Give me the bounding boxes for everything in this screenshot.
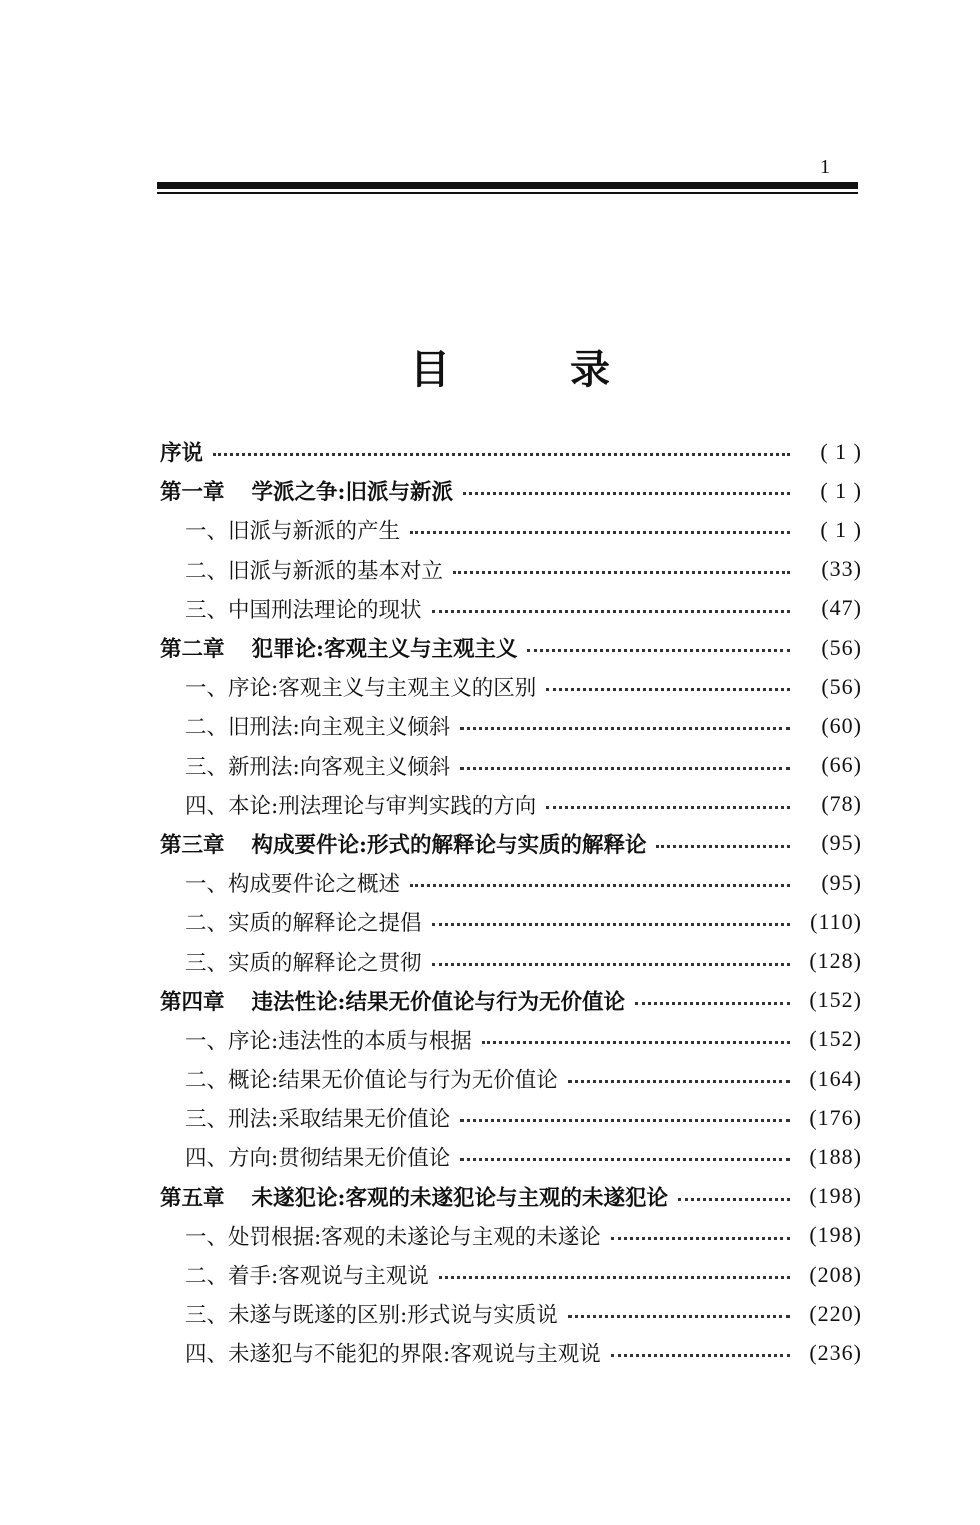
- toc-page-number: (56): [821, 634, 862, 660]
- toc-page-number: (198): [809, 1183, 862, 1209]
- toc-dot-leader: [678, 1198, 790, 1201]
- toc-entry-title: [160, 1181, 668, 1212]
- toc-dot-leader: [439, 1276, 790, 1279]
- toc-chapter-number: 第四章: [160, 989, 225, 1015]
- toc-page-number: (110): [810, 908, 862, 934]
- toc-page-number: (152): [809, 1026, 862, 1052]
- toc-section-entry[interactable]: [160, 510, 862, 549]
- toc-entry-text: 三、刑法:采取结果无价值论: [185, 1107, 451, 1133]
- toc-entry-text: 一、序论:违法性的本质与根据: [185, 1028, 472, 1054]
- toc-entry-title: [160, 828, 646, 859]
- toc-page-number: ( 1 ): [820, 477, 862, 503]
- toc-dot-leader: [482, 1041, 790, 1044]
- toc-section-entry[interactable]: [160, 1294, 862, 1333]
- header-rule-thick: [157, 182, 858, 189]
- toc-section-entry[interactable]: [160, 550, 862, 589]
- toc-entry-text: 学派之争:旧派与新派: [251, 480, 453, 506]
- toc-entry-title: [185, 946, 422, 977]
- toc-page-number: (188): [809, 1143, 862, 1169]
- toc-entry-title: [185, 554, 443, 585]
- toc-page-number: (164): [809, 1065, 862, 1091]
- toc-page-number: ( 1 ): [820, 438, 862, 464]
- toc-page-number: (95): [821, 830, 862, 856]
- toc-page-number: (60): [821, 712, 862, 738]
- toc-entry-text: 犯罪论:客观主义与主观主义: [251, 637, 518, 663]
- toc-dot-leader: [410, 884, 790, 887]
- toc-entry-text: 二、旧刑法:向主观主义倾斜: [185, 715, 451, 741]
- toc-entry-title: [185, 514, 400, 545]
- toc-section-entry[interactable]: [160, 785, 862, 824]
- toc-chapter-entry[interactable]: [160, 628, 862, 667]
- toc-page-number: (208): [809, 1261, 862, 1287]
- toc-section-entry[interactable]: [160, 746, 862, 785]
- toc-entry-text: 一、构成要件论之概述: [185, 872, 401, 898]
- toc-page-number: ( 1 ): [820, 516, 862, 542]
- toc-chapter-number: 第二章: [160, 637, 225, 663]
- toc-page-number: (152): [809, 987, 862, 1013]
- toc-entry-title: [185, 1063, 558, 1094]
- toc-entry-text: 违法性论:结果无价值论与行为无价值论: [251, 989, 625, 1015]
- toc-entry-text: 三、中国刑法理论的现状: [185, 597, 422, 623]
- toc-section-entry[interactable]: [160, 1020, 862, 1059]
- toc-dot-leader: [611, 1237, 790, 1240]
- toc-entry-text: 三、未遂与既遂的区别:形式说与实质说: [185, 1303, 558, 1329]
- toc-page-number: (176): [809, 1104, 862, 1130]
- toc-entry-title: [185, 1220, 601, 1251]
- toc-page-number: (47): [821, 595, 862, 621]
- toc-entry-title: [160, 475, 453, 506]
- toc-section-entry[interactable]: [160, 1255, 862, 1294]
- toc-page-number: (56): [821, 673, 862, 699]
- toc-section-entry[interactable]: [160, 667, 862, 706]
- toc-page-number: (220): [809, 1300, 862, 1326]
- toc-dot-leader: [568, 1315, 790, 1318]
- toc-dot-leader: [635, 1002, 790, 1005]
- toc-entry-text: 二、实质的解释论之提倡: [185, 911, 422, 937]
- toc-dot-leader: [453, 571, 790, 574]
- toc-chapter-entry[interactable]: [160, 1177, 862, 1216]
- toc-page-number: (66): [821, 752, 862, 778]
- toc-page-number: (128): [809, 948, 862, 974]
- toc-dot-leader: [568, 1080, 790, 1083]
- toc-entry-title: [185, 671, 536, 702]
- toc-chapter-number: 第五章: [160, 1185, 225, 1211]
- toc-dot-leader: [463, 492, 790, 495]
- toc-dot-leader: [213, 453, 790, 456]
- toc-entry-title: [185, 1024, 472, 1055]
- toc-section-entry[interactable]: [160, 1098, 862, 1137]
- toc-page-number: (236): [809, 1339, 862, 1365]
- toc-dot-leader: [432, 610, 790, 613]
- toc-page-number: (95): [821, 869, 862, 895]
- toc-entry-title: [160, 985, 625, 1016]
- toc-entry-title: [160, 632, 517, 663]
- toc-entry-text: 序说: [160, 441, 204, 467]
- toc-page-number: (33): [821, 556, 862, 582]
- toc-chapter-number: 第三章: [160, 832, 225, 858]
- toc-entry-title: [185, 789, 536, 820]
- toc-page-number: (78): [821, 791, 862, 817]
- toc-entry-text: 一、序论:客观主义与主观主义的区别: [185, 676, 537, 702]
- toc-dot-leader: [546, 806, 790, 809]
- toc-entry-text: 一、处罚根据:客观的未遂论与主观的未遂论: [185, 1224, 601, 1250]
- header-rule-thin: [157, 192, 858, 194]
- toc-section-entry[interactable]: [160, 1216, 862, 1255]
- toc-entry-title: [185, 1298, 558, 1329]
- toc-page-number: (198): [809, 1222, 862, 1248]
- toc-entry-title: [160, 436, 203, 467]
- toc-entry-text: 构成要件论:形式的解释论与实质的解释论: [251, 832, 647, 858]
- toc-entry-title: [185, 1141, 450, 1172]
- toc-entry-title: [185, 750, 450, 781]
- toc-dot-leader: [410, 531, 790, 534]
- toc-entry-title: [185, 710, 450, 741]
- toc-dot-leader: [460, 1158, 790, 1161]
- toc-entry-text: 三、实质的解释论之贯彻: [185, 950, 422, 976]
- toc-entry-title: [185, 906, 422, 937]
- toc-entry-text: 四、本论:刑法理论与审判实践的方向: [185, 793, 537, 819]
- toc-chapter-entry[interactable]: [160, 432, 862, 471]
- toc-section-entry[interactable]: [160, 863, 862, 902]
- toc-dot-leader: [546, 688, 790, 691]
- toc-section-entry[interactable]: [160, 902, 862, 941]
- toc-dot-leader: [460, 767, 790, 770]
- toc-section-entry[interactable]: [160, 589, 862, 628]
- toc-entry-title: [185, 593, 422, 624]
- toc-entry-title: [185, 1337, 601, 1368]
- toc-section-entry[interactable]: [160, 1059, 862, 1098]
- toc-entry-text: 三、新刑法:向客观主义倾斜: [185, 754, 451, 780]
- toc-title-char-2: 录: [570, 347, 610, 393]
- toc-title: [410, 338, 610, 393]
- toc-dot-leader: [432, 923, 790, 926]
- toc-dot-leader: [460, 1119, 790, 1122]
- toc-title-char-1: 目: [410, 347, 450, 393]
- toc-section-entry[interactable]: [160, 706, 862, 745]
- toc-chapter-entry[interactable]: [160, 981, 862, 1020]
- page-number: 1: [820, 156, 830, 178]
- toc-entry-title: [185, 867, 400, 898]
- toc-dot-leader: [460, 727, 790, 730]
- toc-dot-leader: [656, 845, 790, 848]
- toc-chapter-number: 第一章: [160, 480, 225, 506]
- toc-chapter-entry[interactable]: [160, 471, 862, 510]
- toc-section-entry[interactable]: [160, 941, 862, 980]
- toc-entry-text: 四、方向:贯彻结果无价值论: [185, 1146, 451, 1172]
- toc-entry-text: 二、旧派与新派的基本对立: [185, 558, 444, 584]
- toc-entry-text: 一、旧派与新派的产生: [185, 519, 401, 545]
- toc-entry-text: 二、概论:结果无价值论与行为无价值论: [185, 1068, 558, 1094]
- toc-dot-leader: [611, 1354, 790, 1357]
- toc-dot-leader: [432, 963, 790, 966]
- toc-entry-text: 四、未遂犯与不能犯的界限:客观说与主观说: [185, 1342, 601, 1368]
- toc-entry-title: [185, 1102, 450, 1133]
- toc-section-entry[interactable]: [160, 1137, 862, 1176]
- toc-entry-text: 二、着手:客观说与主观说: [185, 1264, 429, 1290]
- toc-section-entry[interactable]: [160, 1333, 862, 1372]
- toc-entry-text: 未遂犯论:客观的未遂犯论与主观的未遂犯论: [251, 1185, 668, 1211]
- toc-list: [160, 432, 862, 1373]
- toc-dot-leader: [527, 649, 790, 652]
- toc-chapter-entry[interactable]: [160, 824, 862, 863]
- toc-entry-title: [185, 1259, 429, 1290]
